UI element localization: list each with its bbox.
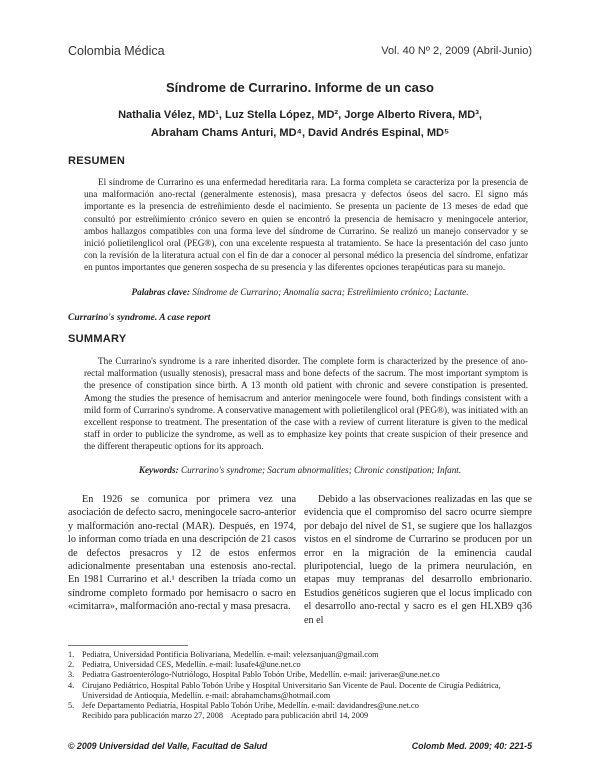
keywords-es: Síndrome de Currarino; Anomalía sacra; Estreñimiento crónico; Lactante. [192, 287, 469, 297]
keywords-label-es: Palabras clave: [131, 287, 190, 297]
issue-info: Vol. 40 Nº 2, 2009 (Abril-Junio) [381, 45, 532, 57]
summary-paragraph: The Currarino's syndrome is a rare inherited disorder. The complete form is characterized by the presence of ano-rectal malformation (usually stenosis), presacral mass and bone defects of the sacrum. The most important symptom is the presence of constipation since birth. A 13 month old patient with chronic and severe constipation is presented. Among the studies the presence of hemisacrum and anterior meningocele were found, both findings consistent with a mild form of Currarino's syndrome. A conservative management with polietilenglicol oral (PEG®), was initiated with an excellent response to treatment. The presentation of the case with a review of current literature is given to the medical staff in order to publicize the syndrome, as well as to emphasize key points that create suspicion of their presence and the different therapeutic options for its approach. [84, 356, 528, 452]
authors-line-2: Abraham Chams Anturi, MD⁴, David Andrés Espinal, MD⁵ [150, 127, 450, 139]
footnote: 4. Cirujano Pediátrico, Hospital Pablo Tobón Uribe y Hospital Universitario San Vicente de Paul. Docente de Cirugía Pediátrica, Universidad de Antioquia, Medellín. e-mail: abrahamchams@hotmail.com [68, 680, 501, 700]
summary-text [84, 355, 528, 453]
citation-footer: Colomb Med. 2009; 40: 221-5 [411, 741, 532, 751]
keywords-en: Currarino's syndrome; Sacrum abnormalities; Chronic constipation; Infant. [180, 465, 462, 475]
resumen-paragraph: El síndrome de Currarino es una enfermedad hereditaria rara. La forma completa se caracteriza por la presencia de una malformación ano-rectal (generalmente estenosis), masa presacra y defectos óseos del sacro. El signo más importante es la presencia de estreñimiento desde el nacimiento. Se presenta un paciente de 13 meses de edad que consultó por estreñimiento crónico severo en quien se encontró la presencia de hemisacro y meningocele anterior, ambos hallazgos compatibles con una forma leve del síndrome de Currarino. Se realizó un manejo conservador y se inició polietilenglicol oral (PEG®), con una excelente respuesta al tratamiento. Se hace la presentación del caso junto con la revisión de la literatura actual con el fin de dar a conocer al personal médico la presencia del síndrome, enfatizar en puntos importantes que generen sospecha de su presencia y las diferentes opciones terapéuticas para su manejo. [84, 177, 528, 273]
footnote: 1. Pediatra, Universidad Pontificia Bolivariana, Medellín. e-mail: velezsanjuan@gmail.com [68, 650, 379, 659]
footnote: 3. Pediatra Gastroenterólogo-Nutriólogo, Hospital Pablo Tobón Uribe, Medellín. e-mail: jariverae@une.net.co [68, 670, 440, 680]
resumen-keywords [68, 287, 532, 297]
english-title: Currarino's syndrome. A case report [68, 313, 211, 323]
footnote: 5. Jefe Departamento Pediatría, Hospital Pablo Tobón Uribe, Medellín. e-mail: davidandres@une.net.co [68, 701, 419, 711]
body-right-paragraph: Debido a las observaciones realizadas en las que se evidencia que el compromiso del sacro ocurre siempre por debajo del nivel de S1, se sugiere que los hallazgos vistos en el síndrome de Currarino se producen por un error en la migración de la eminencia caudal pluripotencial, luego de la primera neurulación, en etapas muy tempranas del desarrollo embrionario. Estudios genéticos sugieren que el locus implicado con el desarrollo ano-rectal y sacro es el gen HLXB9 q36 en el [304, 494, 532, 626]
resumen-heading: RESUMEN [68, 155, 126, 167]
summary-keywords [68, 465, 532, 475]
body-column-left [68, 493, 296, 614]
authors-line-1: Nathalia Vélez, MD¹, Luz Stella López, MD², Jorge Alberto Rivera, MD³, [118, 109, 482, 121]
author-list [80, 106, 520, 142]
footnotes [68, 650, 532, 721]
body-left-paragraph: En 1926 se comunica por primera vez una asociación de defecto sacro, meningocele sacro-anterior y malformación ano-rectal (MAR). Después, en 1974, lo informan como tríada en una descripción de 21 casos de defectos presacros y 12 de estos enfermos adicionalmente presentaban una estenosis ano-rectal. En 1981 Currarino et al.¹ describen la tríada como un síndrome completo formado por hemisacro o sacro en «cimitarra», malformación ano-rectal y masa presacra. [68, 494, 296, 613]
summary-heading: SUMMARY [68, 333, 127, 345]
journal-name: Colombia Médica [68, 44, 165, 58]
article-title: Síndrome de Currarino. Informe de un caso [166, 80, 434, 95]
body-column-right [304, 493, 532, 627]
received-dates: Recibido para publicación marzo 27, 2008 Aceptado para publicación abril 14, 2009 [82, 711, 369, 721]
footnote-divider [68, 645, 188, 646]
resumen-text [84, 176, 528, 274]
footnote: 2. Pediatra, Universidad CES, Medellín. e-mail: lusafe4@une.net.co [68, 660, 301, 670]
copyright-footer: © 2009 Universidad del Valle, Facultad de Salud [68, 741, 268, 751]
keywords-label-en: Keywords: [138, 465, 179, 475]
